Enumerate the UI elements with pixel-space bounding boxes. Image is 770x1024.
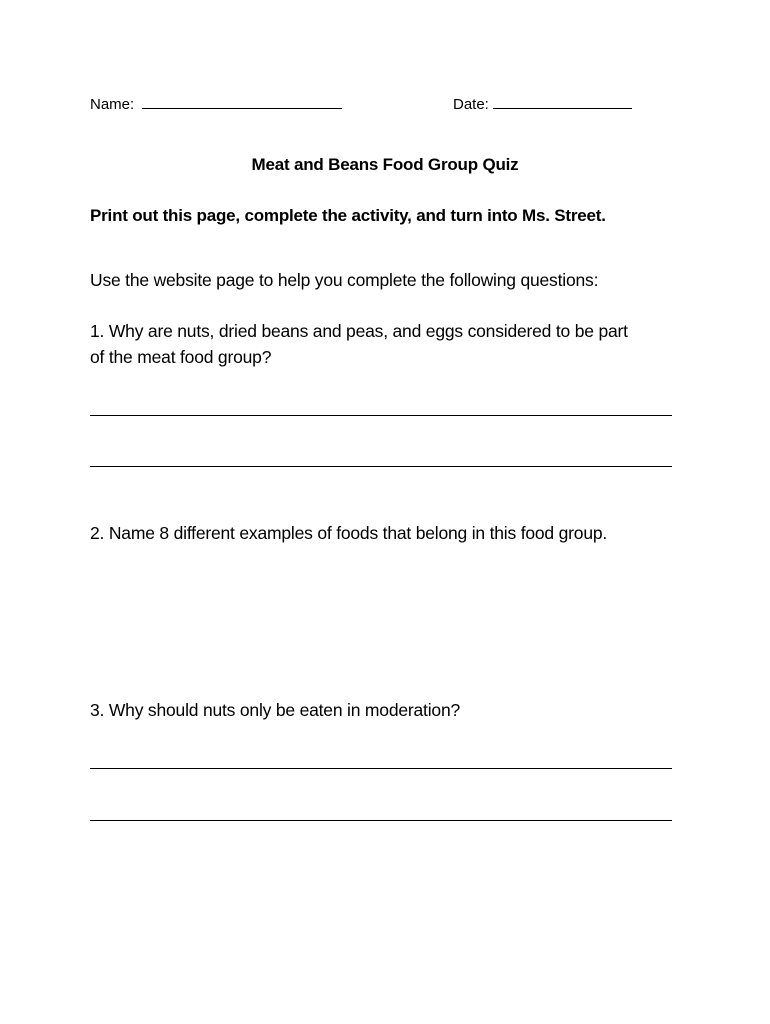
question-3	[90, 697, 460, 723]
instruction-text: Print out this page, complete the activity, and turn into Ms. Street.	[90, 206, 606, 225]
question-1	[90, 318, 628, 370]
page-title: Meat and Beans Food Group Quiz	[251, 155, 519, 174]
name-field	[90, 94, 342, 114]
question-1-answer-line-2[interactable]	[90, 466, 672, 467]
date-field	[453, 94, 632, 114]
date-label: Date:	[453, 96, 489, 113]
name-blank[interactable]	[142, 94, 342, 109]
question-1-line-1: 1. Why are nuts, dried beans and peas, and eggs considered to be part	[90, 321, 628, 341]
question-3-line-1: 3. Why should nuts only be eaten in moderation?	[90, 700, 461, 720]
question-3-answer-line-1[interactable]	[90, 768, 672, 769]
question-2-answer-area[interactable]	[90, 560, 672, 690]
date-blank[interactable]	[493, 94, 632, 109]
question-3-answer-line-2[interactable]	[90, 820, 672, 821]
question-1-answer-line-1[interactable]	[90, 415, 672, 416]
question-1-line-2: of the meat food group?	[90, 347, 272, 367]
name-label: Name:	[90, 96, 135, 113]
intro-text: Use the website page to help you complete the following questions:	[90, 270, 599, 290]
question-2	[90, 520, 607, 546]
question-2-line-1: 2. Name 8 different examples of foods that belong in this food group.	[90, 523, 608, 543]
